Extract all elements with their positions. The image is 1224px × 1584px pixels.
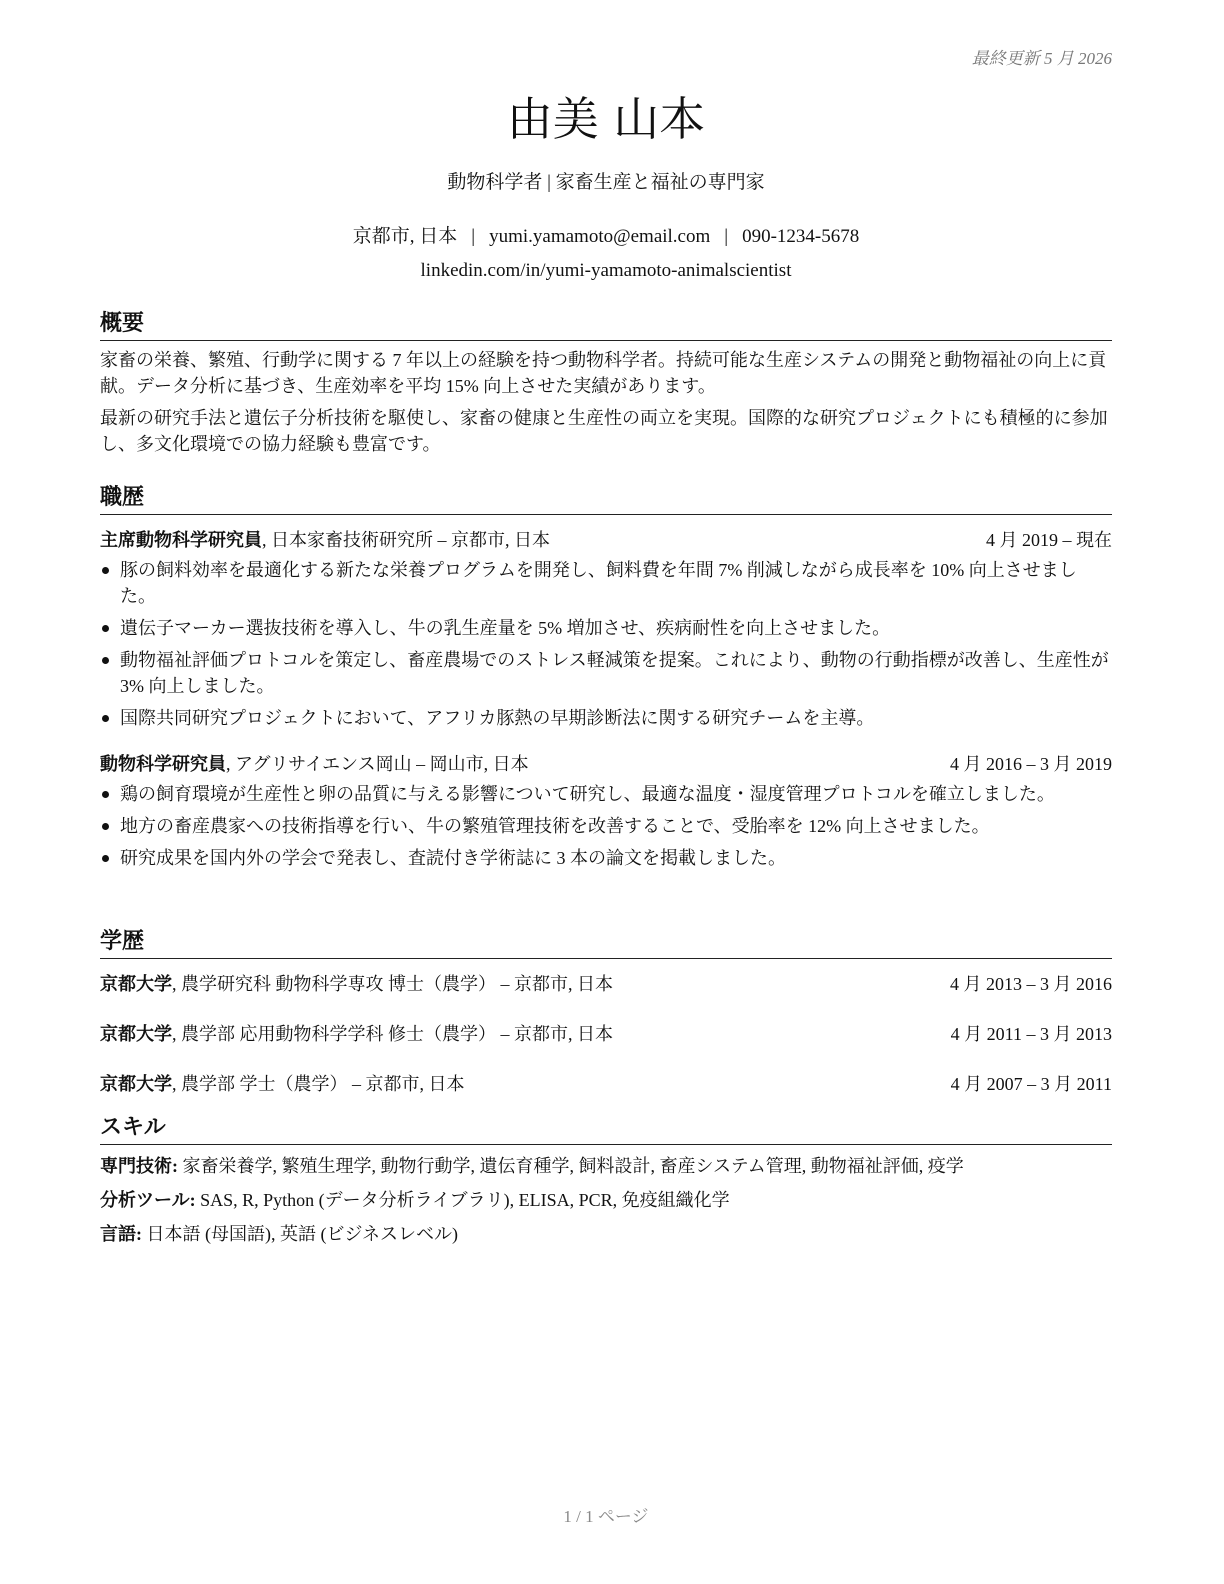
summary-paragraph: 家畜の栄養、繁殖、行動学に関する 7 年以上の経験を持つ動物科学者。持続可能な生産システムの開発と動物福祉の向上に貢献。データ分析に基づき、生産効率を平均 15% 向上させた実績があります。 bbox=[100, 350, 1107, 396]
section-title: 学歴 bbox=[100, 928, 1112, 959]
job-org: , アグリサイエンス岡山 – 岡山市, 日本 bbox=[226, 754, 529, 774]
school-name: 京都大学 bbox=[100, 974, 172, 994]
email-link[interactable]: yumi.yamamoto@email.com bbox=[489, 226, 711, 247]
job-header bbox=[100, 751, 1112, 777]
summary-section bbox=[100, 310, 1112, 457]
list-item: 遺伝子マーカー選抜技術を導入し、牛の乳生産量を 5% 増加させ、疾病耐性を向上させました。 bbox=[100, 615, 1112, 641]
skill-line bbox=[100, 1187, 1112, 1213]
experience-section bbox=[100, 484, 1112, 877]
last-updated: 最終更新 5 月 2026 bbox=[971, 49, 1112, 68]
section-title: スキル bbox=[100, 1114, 1112, 1145]
school-name: 京都大学 bbox=[100, 1074, 172, 1094]
job-entry bbox=[100, 751, 1112, 871]
skill-line bbox=[100, 1153, 1112, 1179]
phone: 090-1234-5678 bbox=[742, 226, 860, 247]
education-entry bbox=[100, 1071, 1112, 1097]
candidate-name: 由美 山本 bbox=[506, 92, 706, 146]
list-item: 鶏の飼育環境が生産性と卵の品質に与える影響について研究し、最適な温度・湿度管理プロトコルを確立しました。 bbox=[100, 781, 1112, 807]
skill-value: 日本語 (母国語), 英語 (ビジネスレベル) bbox=[142, 1224, 458, 1244]
location: 京都市, 日本 bbox=[352, 226, 458, 247]
job-org: , 日本家畜技術研究所 – 京都市, 日本 bbox=[262, 530, 550, 550]
skill-label: 分析ツール: bbox=[100, 1190, 196, 1210]
skill-value: SAS, R, Python (データ分析ライブラリ), ELISA, PCR, 免疫組織化学 bbox=[195, 1190, 730, 1210]
job-role: 主席動物科学研究員 bbox=[100, 530, 262, 550]
list-item: 動物福祉評価プロトコルを策定し、畜産農場でのストレス軽減策を提案。これにより、動物の行動指標が改善し、生産性が 3% 向上しました。 bbox=[100, 647, 1112, 699]
page-number: 1 / 1 ページ bbox=[563, 1507, 649, 1526]
skill-value: 家畜栄養学, 繁殖生理学, 動物行動学, 遺伝育種学, 飼料設計, 畜産システム管理, 動物福祉評価, 疫学 bbox=[178, 1156, 964, 1176]
linkedin-link[interactable]: linkedin.com/in/yumi-yamamoto-animalscientist bbox=[420, 260, 792, 281]
degree-detail: , 農学部 学士（農学） – 京都市, 日本 bbox=[172, 1074, 465, 1094]
education-dates: 4 月 2011 – 3 月 2013 bbox=[950, 1024, 1112, 1044]
job-header bbox=[100, 527, 1112, 553]
education-entry bbox=[100, 1021, 1112, 1047]
degree-detail: , 農学研究科 動物科学専攻 博士（農学） – 京都市, 日本 bbox=[172, 974, 613, 994]
skill-label: 専門技術: bbox=[100, 1156, 178, 1176]
job-dates: 4 月 2019 – 現在 bbox=[986, 530, 1112, 550]
section-title: 概要 bbox=[100, 310, 1112, 341]
separator: | bbox=[724, 226, 729, 247]
job-entry bbox=[100, 527, 1112, 731]
degree-detail: , 農学部 応用動物科学学科 修士（農学） – 京都市, 日本 bbox=[172, 1024, 613, 1044]
list-item: 研究成果を国内外の学会で発表し、査読付き学術誌に 3 本の論文を掲載しました。 bbox=[100, 845, 1112, 871]
headline: 動物科学者 | 家畜生産と福祉の専門家 bbox=[447, 172, 765, 193]
job-role: 動物科学研究員 bbox=[100, 754, 226, 774]
skill-line bbox=[100, 1221, 1112, 1247]
list-item: 地方の畜産農家への技術指導を行い、牛の繁殖管理技術を改善することで、受胎率を 12% 向上させました。 bbox=[100, 813, 1112, 839]
job-bullets bbox=[100, 781, 1112, 871]
education-dates: 4 月 2007 – 3 月 2011 bbox=[950, 1074, 1112, 1094]
section-title: 職歴 bbox=[100, 484, 1112, 515]
list-item: 国際共同研究プロジェクトにおいて、アフリカ豚熱の早期診断法に関する研究チームを主導。 bbox=[100, 705, 1112, 731]
resume-page bbox=[100, 0, 1112, 1584]
contact-line bbox=[100, 224, 1112, 250]
education-dates: 4 月 2013 – 3 月 2016 bbox=[950, 974, 1112, 994]
school-name: 京都大学 bbox=[100, 1024, 172, 1044]
summary-paragraph: 最新の研究手法と遺伝子分析技術を駆使し、家畜の健康と生産性の両立を実現。国際的な研究プロジェクトにも積極的に参加し、多文化環境での協力経験も豊富です。 bbox=[100, 408, 1108, 454]
skills-section bbox=[100, 1114, 1112, 1247]
list-item: 豚の飼料効率を最適化する新たな栄養プログラムを開発し、飼料費を年間 7% 削減しながら成長率を 10% 向上させました。 bbox=[100, 557, 1112, 609]
separator: | bbox=[471, 226, 476, 247]
job-bullets bbox=[100, 557, 1112, 731]
skill-label: 言語: bbox=[100, 1224, 142, 1244]
job-dates: 4 月 2016 – 3 月 2019 bbox=[950, 754, 1112, 774]
education-section bbox=[100, 928, 1112, 1097]
education-entry bbox=[100, 971, 1112, 997]
